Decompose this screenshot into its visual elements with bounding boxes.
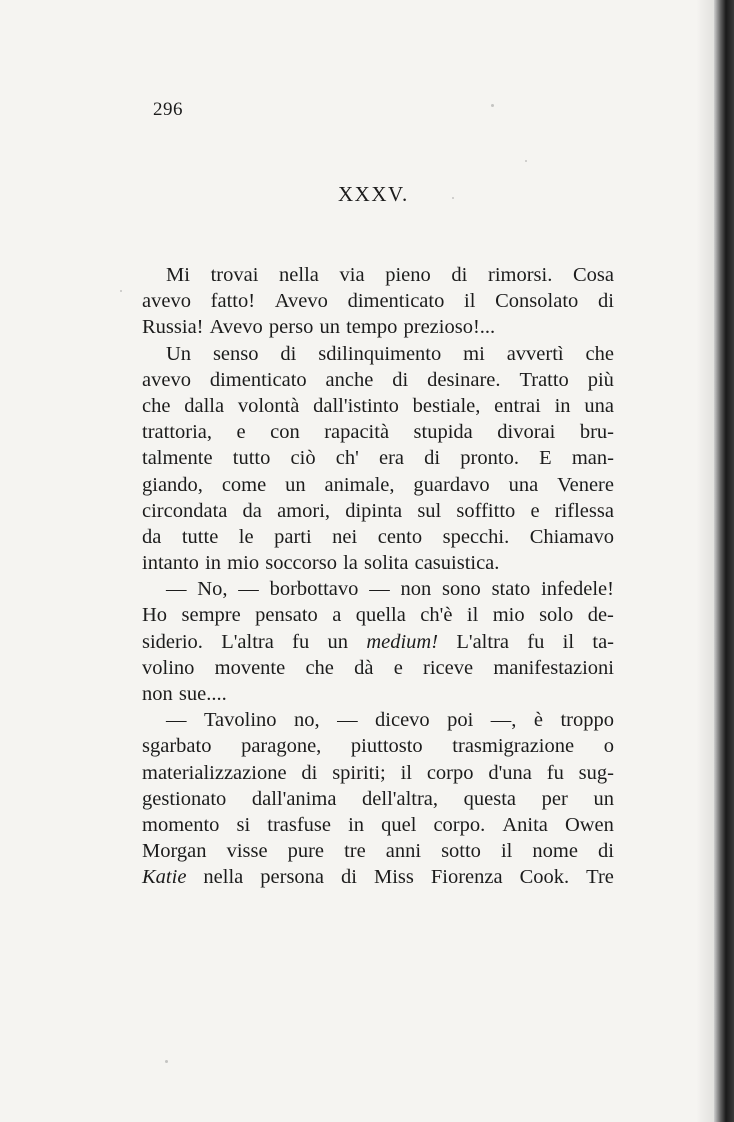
page-number: 296	[153, 99, 183, 120]
word: di	[301, 761, 318, 784]
text-line	[142, 576, 614, 602]
word: Cook.	[519, 866, 570, 889]
word: Tavolino	[203, 709, 277, 732]
word: un	[285, 473, 306, 496]
word: movente	[214, 656, 286, 679]
word: persona	[260, 866, 325, 889]
word: dà	[354, 656, 374, 679]
word: Avevo	[209, 316, 263, 339]
text-line	[142, 341, 614, 367]
word: trasfuse	[267, 813, 332, 836]
text-line	[142, 733, 614, 759]
word: si	[236, 813, 251, 836]
print-speck	[165, 1060, 168, 1063]
word: dalla	[184, 394, 225, 417]
word: tempo	[346, 316, 398, 339]
word: dell'altra,	[362, 787, 439, 810]
word: e	[530, 499, 540, 522]
print-speck	[525, 160, 527, 162]
word: L'altra	[456, 630, 509, 653]
word: Miss	[373, 866, 414, 889]
word: pure	[287, 840, 325, 863]
word: le	[238, 525, 254, 548]
word: nome	[532, 840, 578, 863]
word: —	[166, 709, 187, 732]
word: L'altra	[221, 630, 274, 653]
word: Consolato	[495, 290, 579, 313]
word: Anita	[502, 813, 548, 836]
word: non	[142, 683, 173, 705]
word: Ho	[142, 604, 168, 627]
word: gestionato	[142, 787, 227, 810]
word: riceve	[423, 656, 474, 679]
word: quella	[355, 604, 406, 627]
word: trattoria,	[142, 421, 213, 444]
word: che	[142, 394, 171, 417]
text-line	[142, 707, 614, 733]
word: —	[166, 578, 187, 601]
word: corpo	[426, 761, 474, 784]
word: fu	[546, 761, 564, 784]
word: per	[541, 787, 568, 810]
word: il	[464, 290, 476, 313]
word: intanto	[142, 552, 199, 575]
word: di	[597, 290, 614, 313]
word: stupida	[413, 421, 473, 444]
word: dall'anima	[251, 787, 337, 810]
word: entrai	[494, 394, 541, 417]
word: di	[341, 866, 357, 889]
text-line	[142, 681, 614, 707]
word: era	[378, 447, 404, 470]
word: dimenticato	[209, 368, 307, 391]
word: soffitto	[456, 499, 516, 522]
word: di	[597, 840, 614, 863]
word: divorai	[497, 421, 556, 444]
word: No,	[197, 578, 228, 601]
print-speck	[452, 197, 454, 199]
word: un	[319, 316, 340, 339]
word: mio	[492, 604, 525, 627]
word: dimenticato	[347, 290, 445, 313]
word: che	[585, 342, 614, 365]
word: a	[332, 604, 342, 627]
word: ta-	[592, 630, 614, 653]
word: di	[280, 342, 297, 365]
text-line	[142, 393, 614, 419]
word: e	[236, 421, 246, 444]
word: rapacità	[324, 421, 390, 444]
word: infedele!	[541, 578, 614, 601]
word: pensato	[255, 604, 318, 627]
word: animale,	[324, 473, 395, 496]
word: via	[339, 264, 365, 286]
text-line	[142, 602, 614, 628]
word: questa	[463, 787, 517, 810]
text-line	[142, 812, 614, 838]
word: con	[270, 421, 300, 444]
word: mi	[463, 342, 485, 365]
word: Un	[166, 342, 192, 365]
word: dall'istinto	[313, 394, 399, 417]
word: fu	[292, 630, 310, 653]
text-line	[142, 524, 614, 550]
word: soccorso	[265, 552, 337, 575]
word: borbottavo	[269, 578, 359, 601]
word: circondata	[142, 499, 228, 522]
word: un	[327, 630, 349, 653]
word: è	[533, 709, 543, 732]
text-line	[142, 786, 614, 812]
word: anche	[325, 368, 374, 391]
word: più	[587, 368, 614, 391]
word: Tre	[586, 866, 614, 889]
word: Fiorenza	[430, 866, 503, 889]
word: sono	[442, 578, 481, 601]
word: siderio.	[142, 630, 203, 653]
word: ch'è	[420, 604, 453, 627]
word: volontà	[237, 394, 300, 417]
word: che	[305, 656, 334, 679]
text-line	[142, 314, 614, 340]
word: avevo	[142, 368, 191, 391]
word: de-	[587, 604, 614, 627]
word: fatto!	[210, 290, 256, 313]
word: stato	[491, 578, 531, 601]
word: o	[603, 735, 614, 758]
word: di	[424, 447, 441, 470]
word: desinare.	[427, 368, 501, 391]
word: riflessa	[554, 499, 614, 522]
word: trasmigrazione	[452, 735, 575, 758]
word: dicevo	[375, 709, 430, 732]
binding-shadow	[696, 0, 714, 1122]
word: dipinta	[345, 499, 403, 522]
text-line	[142, 472, 614, 498]
word: specchi.	[442, 525, 510, 548]
word: il	[400, 761, 412, 784]
word: medium!	[366, 630, 439, 653]
word: non	[400, 578, 432, 601]
text-line	[142, 288, 614, 314]
word: senso	[212, 342, 259, 365]
text-line	[142, 367, 614, 393]
word: perso	[268, 316, 314, 339]
word: —	[337, 709, 358, 732]
word: prezioso!...	[403, 316, 496, 339]
word: quel	[381, 813, 417, 836]
word: —	[369, 578, 390, 601]
print-speck	[491, 104, 494, 107]
page-edge	[714, 0, 734, 1122]
word: di	[451, 264, 468, 286]
word: corpo.	[433, 813, 486, 836]
word: sue....	[178, 683, 227, 705]
word: Russia!	[142, 316, 204, 339]
word: Avevo	[274, 290, 328, 313]
word: da	[142, 525, 162, 548]
word: bru-	[579, 421, 614, 444]
text-line	[142, 838, 614, 864]
word: poi	[447, 709, 474, 732]
word: solo	[539, 604, 574, 627]
word: Venere	[557, 473, 614, 496]
word: Owen	[564, 813, 614, 836]
word: cento	[377, 525, 423, 548]
word: Mi	[166, 264, 190, 286]
word: tutte	[181, 525, 219, 548]
word: una	[508, 473, 539, 496]
word: visse	[226, 840, 268, 863]
text-line	[142, 655, 614, 681]
word: avvertì	[506, 342, 564, 365]
word: tutto	[232, 447, 271, 470]
word: sempre	[181, 604, 241, 627]
word: il	[562, 630, 575, 653]
word: il	[500, 840, 513, 863]
text-line	[142, 629, 614, 655]
text-line	[142, 550, 614, 576]
print-speck	[120, 290, 122, 292]
word: come	[221, 473, 267, 496]
word: parti	[274, 525, 312, 548]
word: ch'	[335, 447, 359, 470]
text-line	[142, 419, 614, 445]
word: giando,	[142, 473, 203, 496]
word: pieno	[385, 264, 431, 286]
word: Chiamavo	[529, 525, 614, 548]
word: sgarbato	[142, 735, 212, 758]
word: nella	[203, 866, 244, 889]
word: sul	[417, 499, 442, 522]
word: guardavo	[413, 473, 490, 496]
word: mio	[227, 552, 260, 575]
word: casuistica.	[414, 552, 500, 575]
word: E	[539, 447, 552, 470]
text-line	[142, 864, 614, 890]
word: man-	[571, 447, 614, 470]
word: sdilinquimento	[318, 342, 442, 365]
word: Morgan	[142, 840, 207, 863]
word: solita	[364, 552, 409, 575]
word: da	[242, 499, 262, 522]
word: materializzazione	[142, 761, 287, 784]
word: in	[554, 394, 571, 417]
word: rimorsi.	[488, 264, 553, 286]
word: sotto	[441, 840, 481, 863]
word: paragone,	[241, 735, 322, 758]
text-line	[142, 262, 614, 288]
word: in	[205, 552, 222, 575]
word: talmente	[142, 447, 213, 470]
word: una	[584, 394, 614, 417]
word: e	[393, 656, 403, 679]
word: il	[466, 604, 479, 627]
word: in	[348, 813, 365, 836]
word: di	[392, 368, 409, 391]
word: la	[343, 552, 358, 575]
word: un	[593, 787, 614, 810]
word: fu	[527, 630, 545, 653]
word: momento	[142, 813, 220, 836]
word: pronto.	[460, 447, 519, 470]
word: avevo	[142, 290, 191, 313]
word: Tratto	[519, 368, 569, 391]
word: Cosa	[572, 264, 614, 286]
word: ciò	[290, 447, 316, 470]
word: Katie	[142, 866, 187, 889]
word: no,	[294, 709, 320, 732]
word: nei	[332, 525, 358, 548]
word: tre	[344, 840, 366, 863]
text-line	[142, 445, 614, 471]
word: nella	[279, 264, 319, 286]
word: sug-	[578, 761, 614, 784]
word: spiriti;	[332, 761, 386, 784]
word: trovai	[210, 264, 259, 286]
word: —	[238, 578, 259, 601]
word: d'una	[488, 761, 532, 784]
chapter-title: XXXV.	[338, 182, 409, 206]
word: amori,	[277, 499, 331, 522]
text-line	[142, 498, 614, 524]
word: anni	[385, 840, 422, 863]
word: —,	[490, 709, 517, 732]
word: manifestazioni	[493, 656, 614, 679]
word: troppo	[560, 709, 614, 732]
word: bestiale,	[412, 394, 481, 417]
text-line	[142, 760, 614, 786]
word: volino	[142, 656, 195, 679]
body-text	[142, 262, 614, 891]
word: piuttosto	[350, 735, 423, 758]
